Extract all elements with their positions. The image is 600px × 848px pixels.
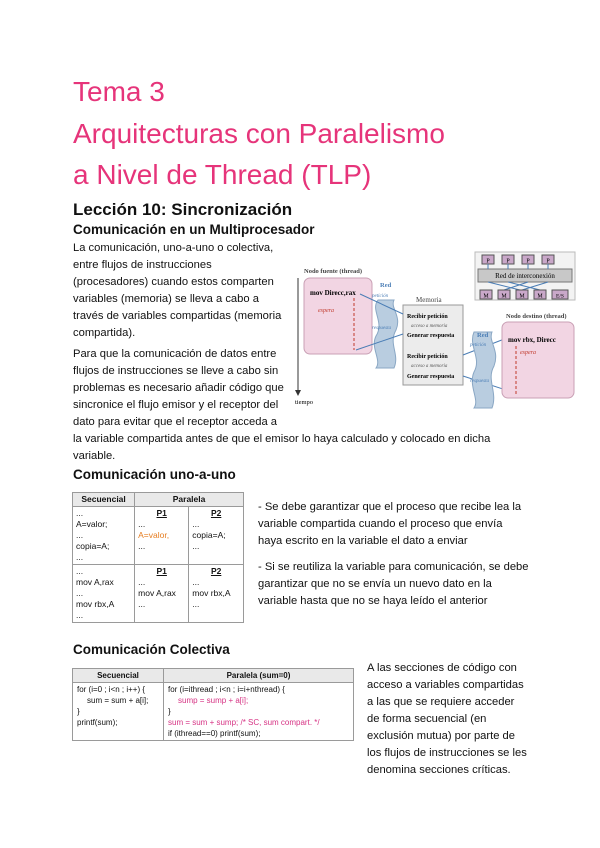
- cell-p2-2: P2 ... mov rbx,A ...: [189, 565, 244, 623]
- text-line: - Se debe garantizar que el proceso que recibe lea la: [258, 501, 522, 513]
- text-line: variables (memoria) se lleva a cabo a: [73, 293, 259, 305]
- text-line: problemas es necesario añadir código que: [73, 382, 284, 394]
- proc-label: P: [526, 258, 530, 265]
- red2-req: petición: [470, 343, 487, 348]
- text-line: exclusión mutua) por parte de: [367, 730, 516, 742]
- text-line: denomina secciones críticas.: [367, 764, 511, 776]
- text-line: compartida).: [73, 327, 136, 339]
- text-line: Para que la comunicación de datos entre: [73, 348, 277, 360]
- col-header-paralela: Paralela: [135, 493, 244, 507]
- text-line: a las que se requiere acceder: [367, 696, 515, 708]
- mem-label: M: [519, 293, 525, 300]
- text-line: variable.: [73, 450, 116, 462]
- mem-label: M: [501, 293, 507, 300]
- section1-heading: Comunicación en un Multiprocesador: [73, 222, 315, 237]
- section1-para1: [73, 240, 303, 342]
- source-node-label: Nodo fuente (thread): [304, 268, 363, 275]
- cell-seq-2: ... mov A,rax ... mov rbx,A ...: [73, 565, 135, 623]
- section3-note: [367, 660, 567, 779]
- io-label: E/S: [556, 293, 564, 300]
- cell-seq-code: for (i=0 ; i<n ; i++) { sum = sum + a[i]; } printf(sum);: [73, 683, 164, 741]
- mem-receive: Recibir petición: [407, 314, 448, 320]
- text-line: dato para evitar que el receptor acceda a: [73, 416, 277, 428]
- text-line: variable compartida cuando el proceso que envía: [258, 518, 503, 530]
- collective-table: [72, 668, 354, 741]
- col-header-secuencial: Secuencial: [73, 669, 164, 683]
- cell-par-code: for (i=ithread ; i<n ; i=i+nthread) { sump = sump + a[i]; } sum = sum + sump; /* SC, sum compart. */ if (ithread==0) printf(sum);: [164, 683, 354, 741]
- text-line: flujos de instrucciones se lleve a cabo sin: [73, 365, 279, 377]
- memory-label: Memoria: [416, 296, 442, 304]
- section3-heading: Comunicación Colectiva: [73, 642, 230, 657]
- dest-instr: mov rbx, Direcc: [508, 336, 556, 344]
- red2-label: Red: [477, 332, 489, 339]
- text-line: La comunicación, uno-a-uno o colectiva,: [73, 242, 274, 254]
- multiprocessor-diagram: [290, 250, 580, 410]
- dest-node-label: Nodo destino (thread): [506, 313, 567, 320]
- cell-p1-2: P1 ... mov A,rax ...: [135, 565, 189, 623]
- cell-p1-1: P1 ... A=valor, ...: [135, 507, 189, 565]
- dest-wait: espera: [520, 350, 536, 356]
- red-resp: respuesta: [372, 326, 391, 331]
- text-line: acceso a variables compartidas: [367, 679, 524, 691]
- text-line: sincronice el flujo emisor y el receptor del: [73, 399, 279, 411]
- source-instr: mov Direcc,rax: [310, 289, 356, 297]
- section2-heading: Comunicación uno-a-uno: [73, 467, 236, 482]
- text-line: haya escrito en la variable el dato a enviar: [258, 535, 468, 547]
- dest-node-box: [502, 322, 574, 398]
- text-line: A las secciones de código con: [367, 662, 517, 674]
- text-line: la variable compartida antes de que el emisor lo haya calculado y colocado en dicha: [73, 433, 491, 445]
- time-label: tiempo: [295, 399, 314, 406]
- proc-label: P: [486, 258, 490, 265]
- mem-label: M: [483, 293, 489, 300]
- source-resp: espera: [318, 308, 334, 314]
- network-label: Red de interconexión: [495, 272, 555, 280]
- red-req: petición: [372, 294, 389, 299]
- proc-label: P: [506, 258, 510, 265]
- one-to-one-table: [72, 492, 244, 623]
- text-line: - Si se reutiliza la variable para comunicación, se debe: [258, 561, 529, 573]
- title-line-1: Tema 3: [73, 76, 165, 107]
- cell-p2-1: P2 ... copia=A; ...: [189, 507, 244, 565]
- red2-resp: respuesta: [470, 379, 489, 384]
- mem-access-2: acceso a memoria: [411, 364, 448, 369]
- title-line-2: Arquitecturas con Paralelismo: [73, 118, 445, 149]
- mem-generate-2: Generar respuesta: [407, 374, 455, 380]
- title-line-3: a Nivel de Thread (TLP): [73, 159, 372, 190]
- text-line: de forma secuencial (en: [367, 713, 487, 725]
- col-header-secuencial: Secuencial: [73, 493, 135, 507]
- section2-note2: [258, 559, 558, 610]
- mini-system-diagram: [475, 252, 575, 300]
- proc-label: P: [546, 258, 550, 265]
- mem-access: acceso a memoria: [411, 324, 448, 329]
- section2-note1: [258, 499, 558, 550]
- text-line: variable hasta que no se haya leído el anterior: [258, 595, 488, 607]
- col-header-paralela: Paralela (sum=0): [164, 669, 354, 683]
- text-line: garantizar que no se envía un nuevo dato en la: [258, 578, 492, 590]
- text-line: entre flujos de instrucciones: [73, 259, 212, 271]
- mem-label: M: [537, 293, 543, 300]
- cell-seq-1: ... A=valor; ... copia=A; ...: [73, 507, 135, 565]
- text-line: (procesadores) cuando estos comparten: [73, 276, 274, 288]
- text-line: través de variables compartidas (memoria: [73, 310, 282, 322]
- lesson-heading: Lección 10: Sincronización: [73, 200, 293, 219]
- red-label: Red: [380, 282, 392, 289]
- mem-receive-2: Recibir petición: [407, 354, 448, 360]
- mem-generate: Generar respuesta: [407, 333, 455, 339]
- text-line: los flujos de instrucciones se les: [367, 747, 527, 759]
